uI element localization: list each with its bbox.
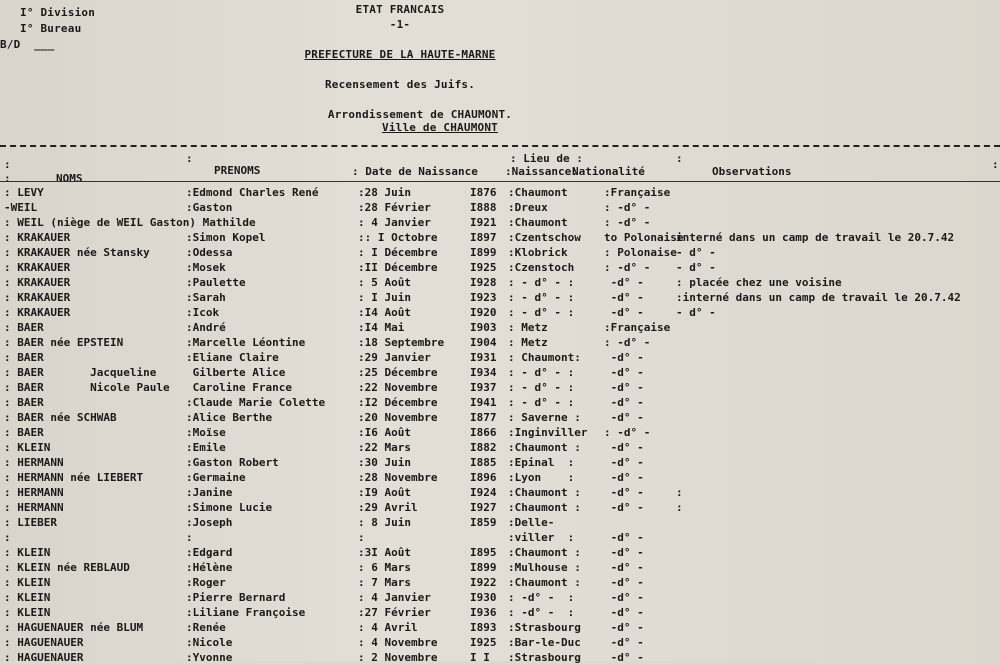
- cell-nom: : KRAKAUER: [4, 261, 71, 274]
- cell-date: : 4 Janvier: [358, 591, 431, 604]
- cell-prenoms: :Renée: [186, 621, 226, 634]
- cell-date: :27 Février: [358, 606, 431, 619]
- cell-prenoms: :Sarah: [186, 291, 226, 304]
- cell-nom: : KLEIN: [4, 591, 51, 604]
- cell-nationalite: : Polonaise: [604, 246, 677, 259]
- cell-prenoms: :Alice Berthe: [186, 411, 273, 424]
- cell-prenoms: :Gaston: [186, 201, 233, 214]
- cell-year: I921: [470, 216, 497, 229]
- cell-year: I934: [470, 366, 497, 379]
- cell-prenoms: :Simone Lucie: [186, 501, 273, 514]
- cell-nom: : LEVY: [4, 186, 44, 199]
- cell-observations: - d° -: [676, 246, 716, 259]
- cell-date: :25 Décembre: [358, 366, 438, 379]
- table-row: [0, 305, 1000, 320]
- cell-date: : 4 Avril: [358, 621, 418, 634]
- cell-nom: : WEIL (niège de WEIL Gaston) Mathilde: [4, 216, 256, 229]
- bureau-label: I° Bureau: [20, 22, 82, 35]
- table-row: [0, 620, 1000, 635]
- cell-year: I866: [470, 426, 497, 439]
- table-row: [0, 425, 1000, 440]
- cell-nom: : BAER née SCHWAB: [4, 411, 117, 424]
- cell-lieu: :Strasbourg: [508, 621, 581, 634]
- cell-nom: : BAER Jacqueline: [4, 366, 157, 379]
- cell-lieu: :Czenstoch: [508, 261, 575, 274]
- cell-year: I925: [470, 261, 497, 274]
- cell-nationalite: -d° -: [604, 456, 644, 469]
- cell-year: I899: [470, 561, 497, 574]
- table-row: [0, 350, 1000, 365]
- table-row: [0, 575, 1000, 590]
- cell-nom: : HAGUENAUER née BLUM: [4, 621, 144, 634]
- cell-prenoms: :Eliane Claire: [186, 351, 279, 364]
- cell-nom: : HAGUENAUER: [4, 651, 84, 664]
- cell-lieu: :Bar-le-Duc: [508, 636, 581, 649]
- header-nationalite: Nationalité: [572, 165, 645, 178]
- cell-nationalite: -d° -: [604, 441, 644, 454]
- table-row: [0, 650, 1000, 665]
- cell-lieu: : - d° - :: [508, 381, 575, 394]
- cell-lieu: :Inginviller: [508, 426, 588, 439]
- cell-date: : 6 Mars: [358, 561, 411, 574]
- cell-date: : 4 Janvier: [358, 216, 431, 229]
- cell-lieu: :Delle-: [508, 516, 555, 529]
- cell-observations: : placée chez une voisine: [676, 276, 842, 289]
- table-row: [0, 410, 1000, 425]
- cell-prenoms: :Janine: [186, 486, 233, 499]
- cell-year: I895: [470, 546, 497, 559]
- cell-nom: : HERMANN: [4, 456, 64, 469]
- cell-prenoms: :: [186, 531, 193, 544]
- cell-nationalite: -d° -: [604, 651, 644, 664]
- header-lieu-top: : Lieu de :: [510, 152, 583, 165]
- table-row: [0, 200, 1000, 215]
- cell-lieu: :Chaumont: [508, 186, 568, 199]
- cell-nom: : BAER née EPSTEIN: [4, 336, 124, 349]
- table-row: [0, 605, 1000, 620]
- table-row: [0, 440, 1000, 455]
- cell-date: :I4 Août: [358, 306, 411, 319]
- cell-prenoms: :Gaston Robert: [186, 456, 279, 469]
- cell-lieu: : Metz: [508, 336, 548, 349]
- division-label: I° Division: [20, 6, 96, 19]
- cell-nationalite: -d° -: [604, 411, 644, 424]
- cell-prenoms: :Pierre Bernard: [186, 591, 286, 604]
- cell-date: :18 Septembre: [358, 336, 445, 349]
- cell-year: I922: [470, 576, 497, 589]
- cell-prenoms: :Edgard: [186, 546, 233, 559]
- table-row: [0, 380, 1000, 395]
- table-row: [0, 365, 1000, 380]
- cell-lieu: : - d° - :: [508, 276, 575, 289]
- cell-year: I903: [470, 321, 497, 334]
- cell-nom: :: [4, 531, 11, 544]
- cell-date: :28 Février: [358, 201, 431, 214]
- table-row: [0, 395, 1000, 410]
- cell-nom: : HERMANN: [4, 486, 64, 499]
- cell-lieu: : Saverne :: [508, 411, 581, 424]
- header-colon: :: [4, 158, 11, 171]
- table-row: [0, 320, 1000, 335]
- cell-nationalite: -d° -: [604, 276, 644, 289]
- header-colon: :: [186, 152, 193, 165]
- cell-date: :20 Novembre: [358, 411, 438, 424]
- cell-nom: : HERMANN: [4, 501, 64, 514]
- cell-prenoms: :Emile: [186, 441, 226, 454]
- cell-date: :I4 Mai: [358, 321, 405, 334]
- cell-date: :I9 Août: [358, 486, 411, 499]
- cell-year: I893: [470, 621, 497, 634]
- cell-observations: - d° -: [676, 306, 716, 319]
- cell-date: :II Décembre: [358, 261, 438, 274]
- top-rule: [0, 145, 1000, 147]
- cell-year: I941: [470, 396, 497, 409]
- cell-date: : 8 Juin: [358, 516, 411, 529]
- cell-nationalite: : -d° -: [604, 201, 651, 214]
- cell-nom: : KLEIN: [4, 606, 51, 619]
- cell-nom: : LIEBER: [4, 516, 57, 529]
- cell-year: I899: [470, 246, 497, 259]
- cell-year: I930: [470, 591, 497, 604]
- table-row: [0, 635, 1000, 650]
- cell-date: : 4 Novembre: [358, 636, 438, 649]
- cell-prenoms: :Paulette: [186, 276, 246, 289]
- cell-date: :: [358, 531, 365, 544]
- cell-nom: : KRAKAUER: [4, 291, 71, 304]
- prefecture-title: PREFECTURE DE LA HAUTE-MARNE: [304, 48, 496, 61]
- table-row: [0, 215, 1000, 230]
- table-row: [0, 245, 1000, 260]
- cell-nationalite: : -d° -: [604, 261, 651, 274]
- cell-lieu: : - d° - :: [508, 291, 575, 304]
- cell-lieu: : -d° - :: [508, 606, 575, 619]
- cell-year: I888: [470, 201, 497, 214]
- table-row: [0, 455, 1000, 470]
- cell-nom: : BAER: [4, 351, 44, 364]
- header-colon: :: [4, 172, 11, 185]
- table-row: [0, 560, 1000, 575]
- cell-observations: :: [676, 486, 683, 499]
- cell-nom: : KLEIN née REBLAUD: [4, 561, 130, 574]
- cell-lieu: :Chaumont :: [508, 576, 581, 589]
- cell-nationalite: : -d° -: [604, 216, 651, 229]
- arrondissement-title: Arrondissement de CHAUMONT.: [327, 108, 513, 121]
- cell-date: : I Décembre: [358, 246, 438, 259]
- cell-lieu: :Mulhouse :: [508, 561, 581, 574]
- cell-lieu: :Chaumont :: [508, 441, 581, 454]
- cell-nationalite: -d° -: [604, 576, 644, 589]
- cell-prenoms: :Joseph: [186, 516, 233, 529]
- cell-prenoms: :Moïse: [186, 426, 226, 439]
- cell-nationalite: :Française: [604, 321, 671, 334]
- cell-nationalite: -d° -: [604, 306, 644, 319]
- cell-year: I885: [470, 456, 497, 469]
- cell-lieu: :viller :: [508, 531, 575, 544]
- cell-lieu: :Klobrick: [508, 246, 568, 259]
- cell-nationalite: -d° -: [604, 621, 644, 634]
- table-row: [0, 275, 1000, 290]
- cell-observations: interné dans un camp de travail le 20.7.42: [676, 231, 955, 244]
- cell-lieu: : -d° - :: [508, 591, 575, 604]
- cell-year: I920: [470, 306, 497, 319]
- cell-observations: - d° -: [676, 261, 716, 274]
- cell-nom: : BAER: [4, 426, 44, 439]
- cell-prenoms: :Yvonne: [186, 651, 233, 664]
- cell-date: : 7 Mars: [358, 576, 411, 589]
- header-prenoms: PRENOMS: [214, 164, 261, 177]
- cell-prenoms: :Edmond Charles René: [186, 186, 319, 199]
- table-row: [0, 545, 1000, 560]
- cell-nationalite: -d° -: [604, 546, 644, 559]
- header-lieu-bottom: :Naissance:: [505, 165, 578, 178]
- header-observations: Observations: [712, 165, 792, 178]
- ville-title: Ville de CHAUMONT: [382, 121, 498, 134]
- table-row: [0, 590, 1000, 605]
- cell-prenoms: :Mosek: [186, 261, 226, 274]
- cell-prenoms: Caroline France: [186, 381, 292, 394]
- cell-nationalite: -d° -: [604, 486, 644, 499]
- cell-nationalite: :Française: [604, 186, 671, 199]
- state-title: ETAT FRANCAIS: [355, 3, 445, 16]
- cell-prenoms: :Claude Marie Colette: [186, 396, 326, 409]
- cell-lieu: : - d° - :: [508, 366, 575, 379]
- cell-lieu: :Dreux: [508, 201, 548, 214]
- cell-lieu: :Chaumont :: [508, 501, 581, 514]
- cell-prenoms: :Hélène: [186, 561, 233, 574]
- cell-nom: : KRAKAUER née Stansky: [4, 246, 150, 259]
- table-row: [0, 530, 1000, 545]
- table-row: [0, 230, 1000, 245]
- cell-year: I937: [470, 381, 497, 394]
- cell-nom: : KRAKAUER: [4, 306, 71, 319]
- cell-nationalite: -d° -: [604, 381, 644, 394]
- cell-nom: : BAER: [4, 396, 44, 409]
- cell-nationalite: -d° -: [604, 591, 644, 604]
- cell-year: I I: [470, 651, 490, 664]
- cell-lieu: :Epinal :: [508, 456, 575, 469]
- cell-date: : 5 Août: [358, 276, 411, 289]
- cell-lieu: :Strasbourg: [508, 651, 581, 664]
- table-row: [0, 335, 1000, 350]
- cell-prenoms: Gilberte Alice: [186, 366, 286, 379]
- cell-nom: : KLEIN: [4, 441, 51, 454]
- cell-lieu: : - d° - :: [508, 396, 575, 409]
- cell-date: :28 Novembre: [358, 471, 438, 484]
- cell-date: : I Juin: [358, 291, 411, 304]
- cell-nom: : KLEIN: [4, 576, 51, 589]
- cell-date: :: I Octobre: [358, 231, 438, 244]
- cell-lieu: : - d° - :: [508, 306, 575, 319]
- cell-year: I936: [470, 606, 497, 619]
- cell-date: :22 Mars: [358, 441, 411, 454]
- cell-lieu: :Czentschow: [508, 231, 581, 244]
- cell-nom: : HAGUENAUER: [4, 636, 84, 649]
- cell-nom: -WEIL: [4, 201, 38, 214]
- cell-lieu: :Chaumont :: [508, 486, 581, 499]
- cell-nom: : KRAKAUER: [4, 231, 71, 244]
- cell-lieu: :Lyon :: [508, 471, 575, 484]
- reference-label: B/D ___: [0, 38, 55, 51]
- cell-year: I924: [470, 486, 497, 499]
- cell-date: :29 Avril: [358, 501, 418, 514]
- cell-year: I904: [470, 336, 497, 349]
- cell-prenoms: :Nicole: [186, 636, 233, 649]
- cell-year: I931: [470, 351, 497, 364]
- cell-observations: :interné dans un camp de travail le 20.7.42: [676, 291, 961, 304]
- header-colon: :: [676, 152, 683, 165]
- cell-nom: : KRAKAUER: [4, 276, 71, 289]
- cell-prenoms: :Germaine: [186, 471, 246, 484]
- cell-year: I859: [470, 516, 497, 529]
- header-noms: NOMS: [56, 172, 83, 185]
- cell-prenoms: :Liliane Françoise: [186, 606, 306, 619]
- cell-year: I925: [470, 636, 497, 649]
- cell-nom: : BAER Nicole Paule: [4, 381, 170, 394]
- table-row: [0, 515, 1000, 530]
- header-colon: :: [992, 158, 999, 171]
- table-row: [0, 485, 1000, 500]
- cell-lieu: : Chaumont:: [508, 351, 581, 364]
- cell-nationalite: -d° -: [604, 531, 644, 544]
- cell-year: I882: [470, 441, 497, 454]
- cell-year: I876: [470, 186, 497, 199]
- cell-date: :I2 Décembre: [358, 396, 438, 409]
- cell-date: :3I Août: [358, 546, 411, 559]
- cell-prenoms: :Marcelle Léontine: [186, 336, 306, 349]
- cell-date: :28 Juin: [358, 186, 411, 199]
- cell-date: :30 Juin: [358, 456, 411, 469]
- cell-nationalite: -d° -: [604, 561, 644, 574]
- cell-observations: :: [676, 501, 683, 514]
- cell-nationalite: -d° -: [604, 366, 644, 379]
- cell-lieu: : Metz: [508, 321, 548, 334]
- cell-nationalite: to Polonaise: [604, 231, 684, 244]
- cell-date: :I6 Août: [358, 426, 411, 439]
- table-row: [0, 500, 1000, 515]
- cell-year: I896: [470, 471, 497, 484]
- cell-year: I928: [470, 276, 497, 289]
- cell-nationalite: : -d° -: [604, 336, 651, 349]
- cell-year: I877: [470, 411, 497, 424]
- cell-date: :22 Novembre: [358, 381, 438, 394]
- header-rule: [0, 181, 1000, 182]
- cell-prenoms: :Simon Kopel: [186, 231, 266, 244]
- page-number: -1-: [389, 18, 411, 31]
- census-title: Recensement des Juifs.: [324, 78, 476, 91]
- cell-prenoms: :Odessa: [186, 246, 233, 259]
- table-row: [0, 290, 1000, 305]
- cell-prenoms: :André: [186, 321, 226, 334]
- cell-date: :29 Janvier: [358, 351, 431, 364]
- cell-nationalite: -d° -: [604, 501, 644, 514]
- cell-nationalite: -d° -: [604, 471, 644, 484]
- cell-lieu: :Chaumont: [508, 216, 568, 229]
- cell-prenoms: :Roger: [186, 576, 226, 589]
- cell-nom: : BAER: [4, 321, 44, 334]
- cell-date: : 2 Novembre: [358, 651, 438, 664]
- header-date: : Date de Naissance: [352, 165, 478, 178]
- cell-lieu: :Chaumont :: [508, 546, 581, 559]
- cell-nom: : KLEIN: [4, 546, 51, 559]
- cell-prenoms: :Icok: [186, 306, 220, 319]
- cell-nationalite: -d° -: [604, 351, 644, 364]
- cell-year: I927: [470, 501, 497, 514]
- cell-year: I897: [470, 231, 497, 244]
- cell-nationalite: -d° -: [604, 636, 644, 649]
- table-row: [0, 260, 1000, 275]
- cell-nationalite: -d° -: [604, 396, 644, 409]
- cell-nom: : HERMANN née LIEBERT: [4, 471, 144, 484]
- cell-nationalite: -d° -: [604, 291, 644, 304]
- table-row: [0, 185, 1000, 200]
- cell-nationalite: -d° -: [604, 606, 644, 619]
- table-row: [0, 470, 1000, 485]
- cell-year: I923: [470, 291, 497, 304]
- cell-nationalite: : -d° -: [604, 426, 651, 439]
